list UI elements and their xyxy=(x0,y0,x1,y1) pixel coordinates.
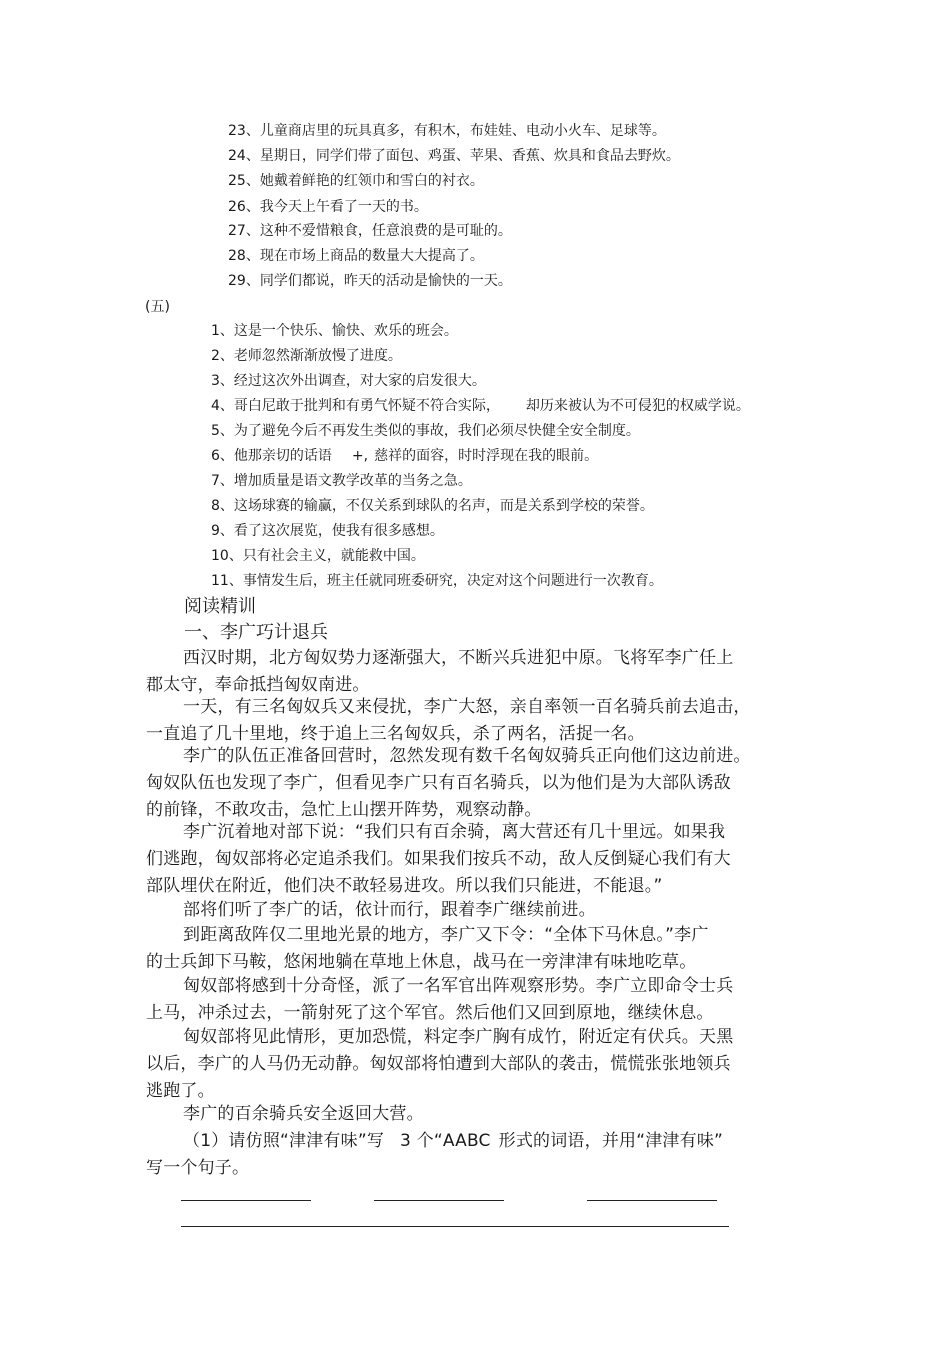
story-title: 一、李广巧计退兵 xyxy=(184,622,328,643)
sentence-item: 11、事情发生后，班主任就同班委研究，决定对这个问题进行一次教育。 xyxy=(211,573,663,589)
sentence-part: 4、哥白尼敢于批判和有勇气怀疑不符合实际， xyxy=(211,398,500,414)
story-paragraph xyxy=(146,1024,768,1105)
sentence-item: 8、这场球赛的输赢，不仅关系到球队的名声，而是关系到学校的荣誉。 xyxy=(211,498,654,514)
sentence-item: 10、只有社会主义，就能救中国。 xyxy=(211,548,425,564)
sentence-item xyxy=(211,397,750,415)
question-part: 形式的词语，并用“津津有味” xyxy=(498,1131,724,1151)
paragraph-line: 的士兵卸下马鞍，悠闲地躺在草地上休息，战马在一旁津津有味地吃草。 xyxy=(146,952,697,972)
sentence-item xyxy=(211,447,598,465)
question-part: 3 个“AABC xyxy=(400,1131,491,1151)
question-line xyxy=(146,1128,768,1155)
answer-blank-2[interactable] xyxy=(374,1200,504,1201)
paragraph-line: 李广的百余骑兵安全返回大营。 xyxy=(183,1104,424,1124)
story-paragraph xyxy=(146,645,768,699)
question-1 xyxy=(146,1128,768,1182)
section-marker: (五) xyxy=(145,299,170,315)
paragraph-line: 匈奴部将见此情形，更加恐慌，料定李广胸有成竹，附近定有伏兵。天黑 xyxy=(183,1027,734,1047)
paragraph-line: 的前锋，不敢攻击，急忙上山摆开阵势，观察动静。 xyxy=(146,800,542,820)
sentence-item: 3、经过这次外出调查，对大家的启发很大。 xyxy=(211,373,486,389)
paragraph-line: 部将们听了李广的话，依计而行，跟着李广继续前进。 xyxy=(183,900,596,920)
paragraph-line: 郡太守，奉命抵挡匈奴南进。 xyxy=(146,675,370,695)
paragraph-line: 西汉时期，北方匈奴势力逐渐强大，不断兴兵进犯中原。飞将军李广任上 xyxy=(183,648,734,668)
section-heading: 阅读精训 xyxy=(184,596,256,617)
question-line: 写一个句子。 xyxy=(146,1158,250,1178)
paragraph-line: 们逃跑，匈奴部将必定追杀我们。如果我们按兵不动，敌人反倒疑心我们有大 xyxy=(146,849,731,869)
sentence-item: 28、现在市场上商品的数量大大提高了。 xyxy=(228,248,484,264)
sentence-item: 24、星期日，同学们带了面包、鸡蛋、苹果、香蕉、炊具和食品去野炊。 xyxy=(228,148,680,164)
sentence-part: 6、他那亲切的话语 xyxy=(211,448,332,464)
question-part: （1）请仿照“津津有味”写 xyxy=(183,1131,385,1151)
story-paragraph xyxy=(146,743,768,824)
paragraph-line: 到距离敌阵仅二里地光景的地方，李广又下令：“全体下马休息。”李广 xyxy=(183,925,709,945)
paragraph-line: 上马，冲杀过去，一箭射死了这个军官。然后他们又回到原地，继续休息。 xyxy=(146,1003,714,1023)
sentence-item: 1、这是一个快乐、愉快、欢乐的班会。 xyxy=(211,323,458,339)
answer-blank-3[interactable] xyxy=(587,1200,717,1201)
answer-sentence-line[interactable] xyxy=(181,1226,729,1227)
story-paragraph xyxy=(146,897,768,924)
story-paragraph xyxy=(146,819,768,900)
paragraph-line: 李广的队伍正准备回营时，忽然发现有数千名匈奴骑兵正向他们这边前进。 xyxy=(183,746,751,766)
story-paragraph xyxy=(146,973,768,1027)
paragraph-line: 李广沉着地对部下说：“我们只有百余骑，离大营还有几十里远。如果我 xyxy=(183,822,726,842)
paragraph-line: 以后，李广的人马仍无动静。匈奴部将怕遭到大部队的袭击，慌慌张张地领兵 xyxy=(146,1054,731,1074)
story-paragraph xyxy=(146,922,768,976)
story-paragraph xyxy=(146,694,768,748)
sentence-item: 5、为了避免今后不再发生类似的事故，我们必须尽快健全安全制度。 xyxy=(211,423,640,439)
answer-blank-1[interactable] xyxy=(181,1200,311,1201)
sentence-item: 23、儿童商店里的玩具真多，有积木，布娃娃、电动小火车、足球等。 xyxy=(228,123,666,139)
paragraph-line: 匈奴队伍也发现了李广，但看见李广只有百名骑兵，以为他们是为大部队诱敌 xyxy=(146,773,731,793)
sentence-item: 26、我今天上午看了一天的书。 xyxy=(228,199,428,215)
paragraph-line: 一直追了几十里地，终于追上三名匈奴兵，杀了两名，活捉一名。 xyxy=(146,724,645,744)
sentence-part: 慈祥的面容，时时浮现在我的眼前。 xyxy=(374,448,599,464)
sentence-item: 29、同学们都说，昨天的活动是愉快的一天。 xyxy=(228,273,512,289)
paragraph-line: 逃跑了。 xyxy=(146,1081,215,1101)
sentence-item: 2、老师忽然渐渐放慢了进度。 xyxy=(211,348,402,364)
paragraph-line: 一天，有三名匈奴兵又来侵扰，李广大怒，亲自率领一百名骑兵前去追击， xyxy=(183,697,751,717)
sentence-item: 27、这种不爱惜粮食，任意浪费的是可耻的。 xyxy=(228,223,512,239)
story-paragraph xyxy=(146,1101,768,1128)
sentence-item: 25、她戴着鲜艳的红领巾和雪白的衬衣。 xyxy=(228,173,484,189)
sentence-part: +, xyxy=(351,448,369,464)
sentence-part: 却历来被认为不可侵犯的权威学说。 xyxy=(525,398,750,414)
sentence-item: 9、看了这次展览，使我有很多感想。 xyxy=(211,523,444,539)
sentence-item: 7、增加质量是语文教学改革的当务之急。 xyxy=(211,473,472,489)
paragraph-line: 部队埋伏在附近，他们决不敢轻易进攻。所以我们只能进，不能退。” xyxy=(146,876,663,896)
paragraph-line: 匈奴部将感到十分奇怪，派了一名军官出阵观察形势。李广立即命令士兵 xyxy=(183,976,734,996)
